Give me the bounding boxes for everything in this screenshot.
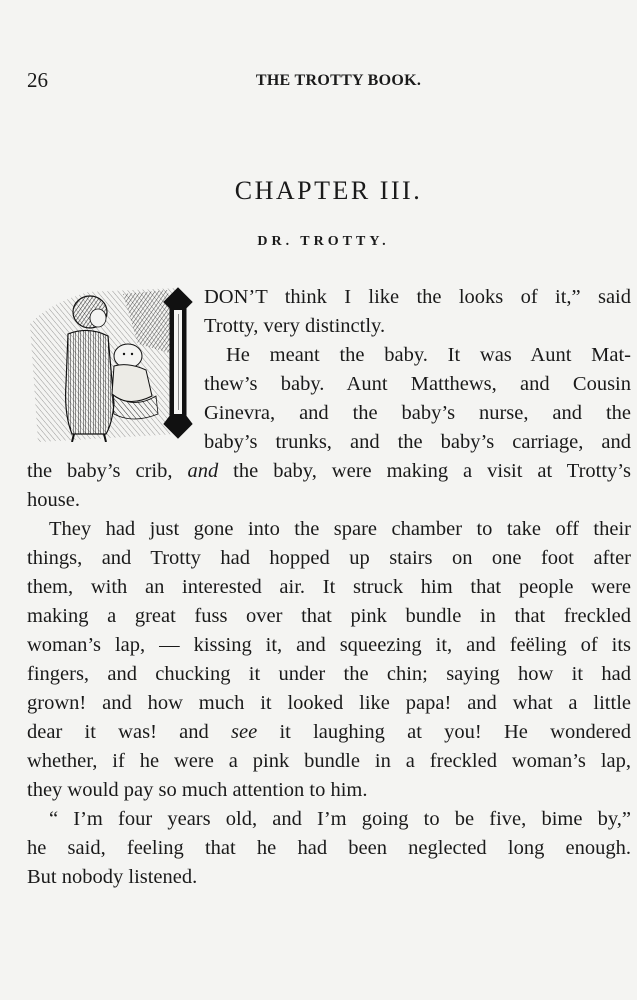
text-line: DON’T think I like the looks of it,” said — [204, 286, 631, 308]
text-line: he said, feeling that he had been neglected long enough. — [27, 837, 631, 859]
text-fragment: the baby’s crib, — [27, 460, 188, 482]
running-head: THE TROTTY BOOK. — [255, 72, 422, 89]
text-line: They had just gone into the spare chamber to take off their — [49, 518, 631, 540]
text-line: whether, if he were a pink bundle in a freckled woman’s lap, — [27, 750, 631, 772]
text-emphasis: and — [187, 460, 219, 482]
text-line: things, and Trotty had hopped up stairs on one foot after — [27, 547, 631, 569]
text-fragment: dear it was! and — [27, 721, 232, 743]
text-line: baby’s trunks, and the baby’s carriage, and — [204, 431, 631, 453]
text-line: thew’s baby. Aunt Matthews, and Cousin — [204, 373, 631, 395]
text-line: them, with an interested air. It struck him that people were — [27, 576, 631, 598]
text-line: woman’s lap, — kissing it, and squeezing it, and feëling of its — [27, 634, 631, 656]
text-line: grown! and how much it looked like papa! and what a little — [27, 692, 631, 714]
body-text — [27, 283, 631, 892]
text-line: making a great fuss over that pink bundle in that freckled — [27, 605, 631, 627]
text-line: But nobody listened. — [27, 866, 198, 888]
chapter-subtitle: DR. TROTTY. — [257, 234, 390, 249]
chapter-title: CHAPTER III. — [234, 176, 423, 205]
page-number: 26 — [27, 68, 48, 92]
text-line: Ginevra, and the baby’s nurse, and the — [204, 402, 631, 424]
text-line: fingers, and chucking it under the chin; saying how it had — [27, 663, 631, 685]
text-line: He meant the baby. It was Aunt Mat- — [226, 344, 631, 366]
text-emphasis: see — [231, 721, 258, 743]
text-line: “ I’m four years old, and I’m going to be five, bime by,” — [49, 808, 631, 830]
text-line: they would pay so much attention to him. — [27, 779, 368, 801]
text-line: house. — [27, 489, 80, 511]
text-fragment: it laughing at you! He wondered — [257, 721, 631, 743]
text-line — [27, 718, 631, 747]
text-line — [27, 457, 631, 486]
text-fragment: the baby, were making a visit at Trotty’s — [218, 460, 631, 482]
text-line: Trotty, very distinctly. — [204, 315, 386, 337]
